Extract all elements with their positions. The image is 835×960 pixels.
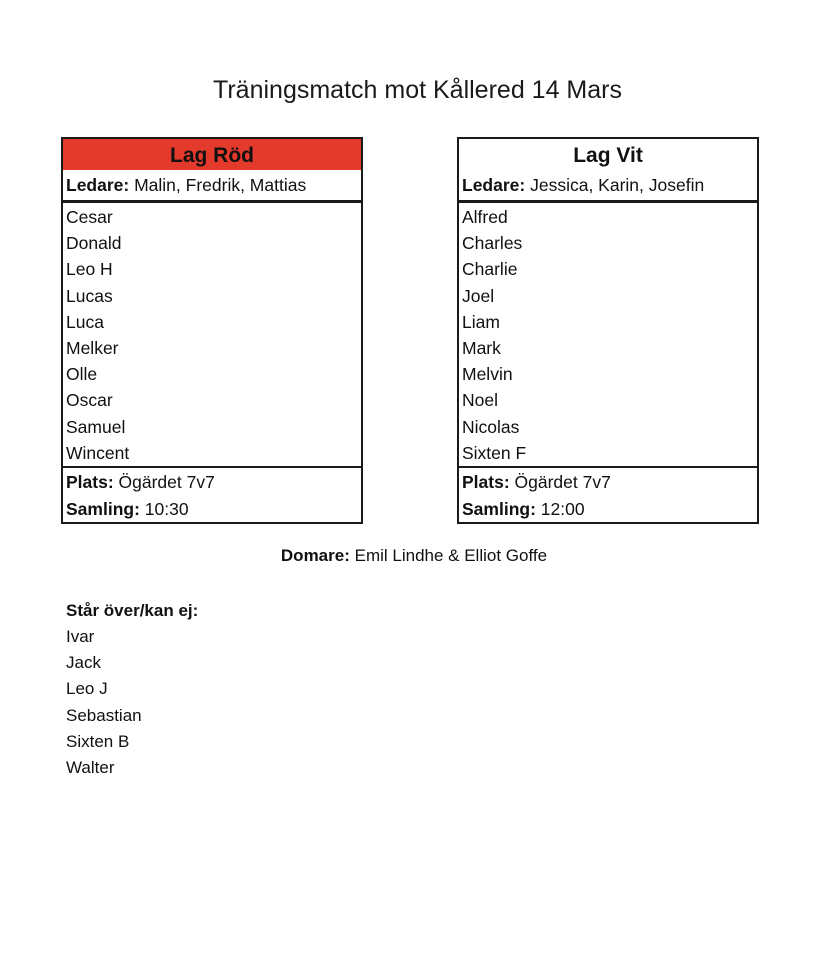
absent-title: Står över/kan ej: [66,601,199,620]
gathering-row [459,495,757,522]
player-row: Samuel [66,416,126,437]
player-list [63,203,361,468]
player-row: Luca [66,311,104,332]
team-name: Lag Röd [63,139,361,170]
player-row: Nicolas [462,416,520,437]
player-row: Mark [462,337,501,358]
gathering-label: Samling: [462,498,536,519]
player-row: Charlie [462,259,518,280]
leaders-label: Ledare: [462,175,526,195]
team-header [459,139,757,203]
leaders-names: Malin, Fredrik, Mattias [134,175,307,195]
leaders-label: Ledare: [66,175,130,195]
place-value: Ögärdet 7v7 [118,471,215,492]
player-row: Sixten F [462,442,527,463]
player-row: Noel [462,390,498,411]
referee-line [0,546,828,566]
player-row: Lucas [66,285,113,306]
absent-item: Jack [66,653,101,673]
player-row: Alfred [462,207,508,227]
referee-label: Domare: [280,546,350,565]
place-label: Plats: [462,471,510,492]
team-red-table [61,137,363,524]
player-row: Wincent [66,442,130,463]
place-value: Ögärdet 7v7 [514,471,611,492]
place-label: Plats: [66,471,114,492]
player-row: Melvin [462,364,513,385]
page-title: Träningsmatch mot Kållered 14 Mars [213,76,622,104]
team-leaders [63,170,361,200]
gathering-row [63,495,361,522]
player-row: Joel [462,285,495,306]
absent-list [66,598,198,781]
player-row: Charles [462,233,523,254]
player-row: Leo H [66,259,113,280]
player-row: Melker [66,337,119,358]
absent-item: Sebastian [66,705,142,725]
place-row [63,468,361,495]
player-row: Liam [462,311,500,332]
absent-item: Leo J [66,679,108,699]
team-header [63,139,361,203]
gathering-value: 12:00 [540,498,585,519]
gathering-label: Samling: [66,498,140,519]
absent-item: Walter [66,757,115,777]
absent-item: Ivar [66,627,95,646]
place-row [459,468,757,495]
player-list [459,203,757,468]
team-name: Lag Vit [459,139,757,170]
gathering-value: 10:30 [144,498,189,519]
leaders-names: Jessica, Karin, Josefin [530,175,705,195]
team-white-table [457,137,759,524]
player-row: Oscar [66,390,113,411]
player-row: Cesar [66,207,113,227]
referee-names: Emil Lindhe & Elliot Goffe [354,546,548,565]
absent-item: Sixten B [66,731,130,751]
player-row: Olle [66,364,98,385]
player-row: Donald [66,233,122,254]
team-leaders [459,170,757,200]
